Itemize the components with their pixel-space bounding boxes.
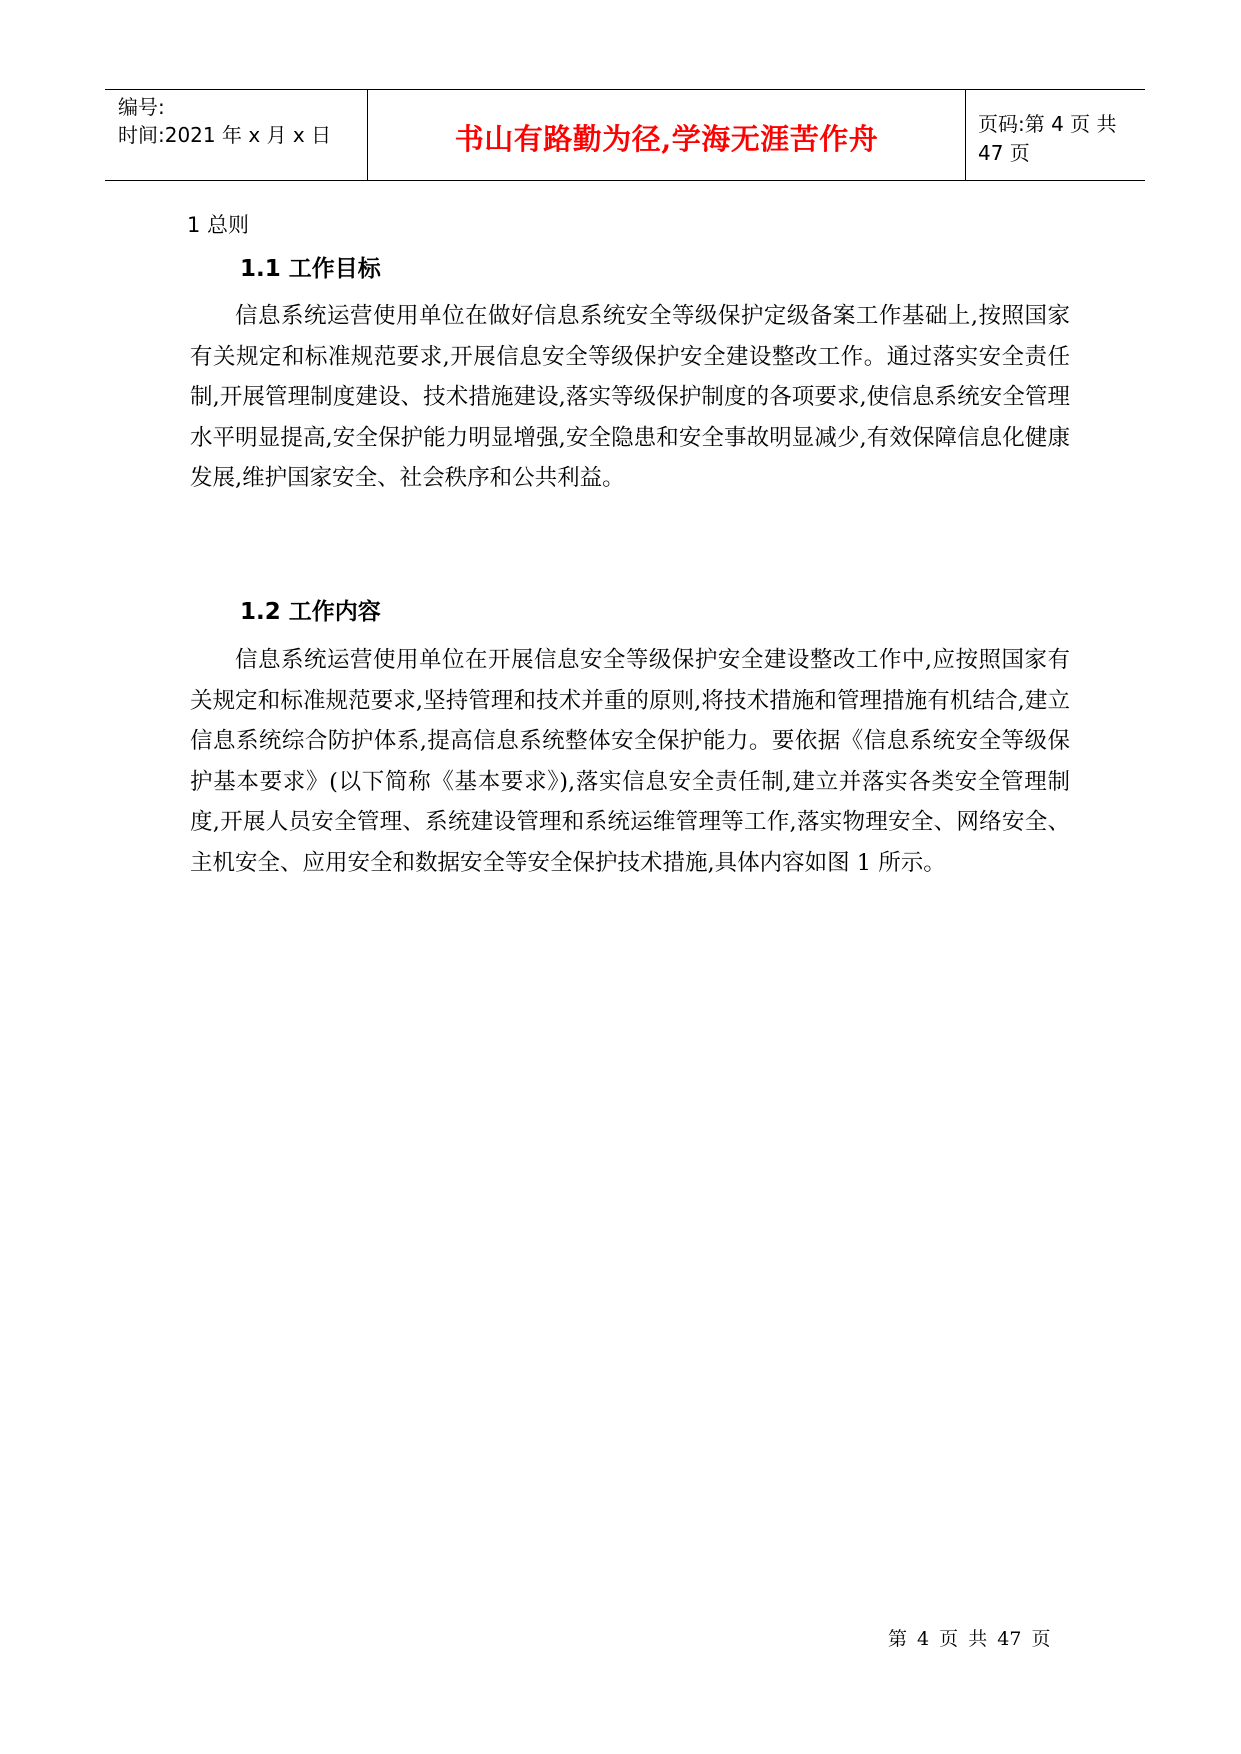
section-title-goals: 1.1 工作目标 bbox=[240, 256, 381, 282]
document-number-label: 编号: bbox=[118, 95, 165, 119]
page-header bbox=[105, 89, 1145, 181]
page-footer: 第 4 页 共 47 页 bbox=[888, 1628, 1051, 1650]
header-motto: 书山有路勤为径,学海无涯苦作舟 bbox=[454, 121, 879, 156]
section-paragraph-goals: 信息系统运营使用单位在做好信息系统安全等级保护定级备案工作基础上,按照国家有关规定和标准规范要求,开展信息安全等级保护安全建设整改工作。通过落实安全责任制,开展管理制度建设、技术措施建设,落实等级保护制度的各项要求,使信息系统安全管理水平明显提高,安全保护能力明显增强,安全隐患和安全事故明显减少,有效保障信息化健康发展,维护国家安全、社会秩序和公共利益。 bbox=[190, 303, 1070, 492]
header-meta-cell bbox=[105, 90, 368, 180]
header-page-cell bbox=[966, 90, 1145, 180]
header-page-info: 页码:第 4 页 共 47 页 bbox=[978, 112, 1117, 165]
section-title-content: 1.2 工作内容 bbox=[240, 599, 381, 625]
chapter-heading: 1 总则 bbox=[187, 213, 250, 237]
section-paragraph-content: 信息系统运营使用单位在开展信息安全等级保护安全建设整改工作中,应按照国家有关规定和标准规范要求,坚持管理和技术并重的原则,将技术措施和管理措施有机结合,建立信息系统综合防护体系,提高信息系统整体安全保护能力。要依据《信息系统安全等级保护基本要求》(以下简称《基本要求》),落实信息安全责任制,建立并落实各类安全管理制度,开展人员安全管理、系统建设管理和系统运维管理等工作,落实物理安全、网络安全、主机安全、应用安全和数据安全等安全保护技术措施,具体内容如图 1 所示。 bbox=[190, 647, 1070, 876]
header-motto-cell bbox=[368, 90, 966, 180]
document-time-label: 时间:2021 年 x 月 x 日 bbox=[118, 123, 332, 147]
